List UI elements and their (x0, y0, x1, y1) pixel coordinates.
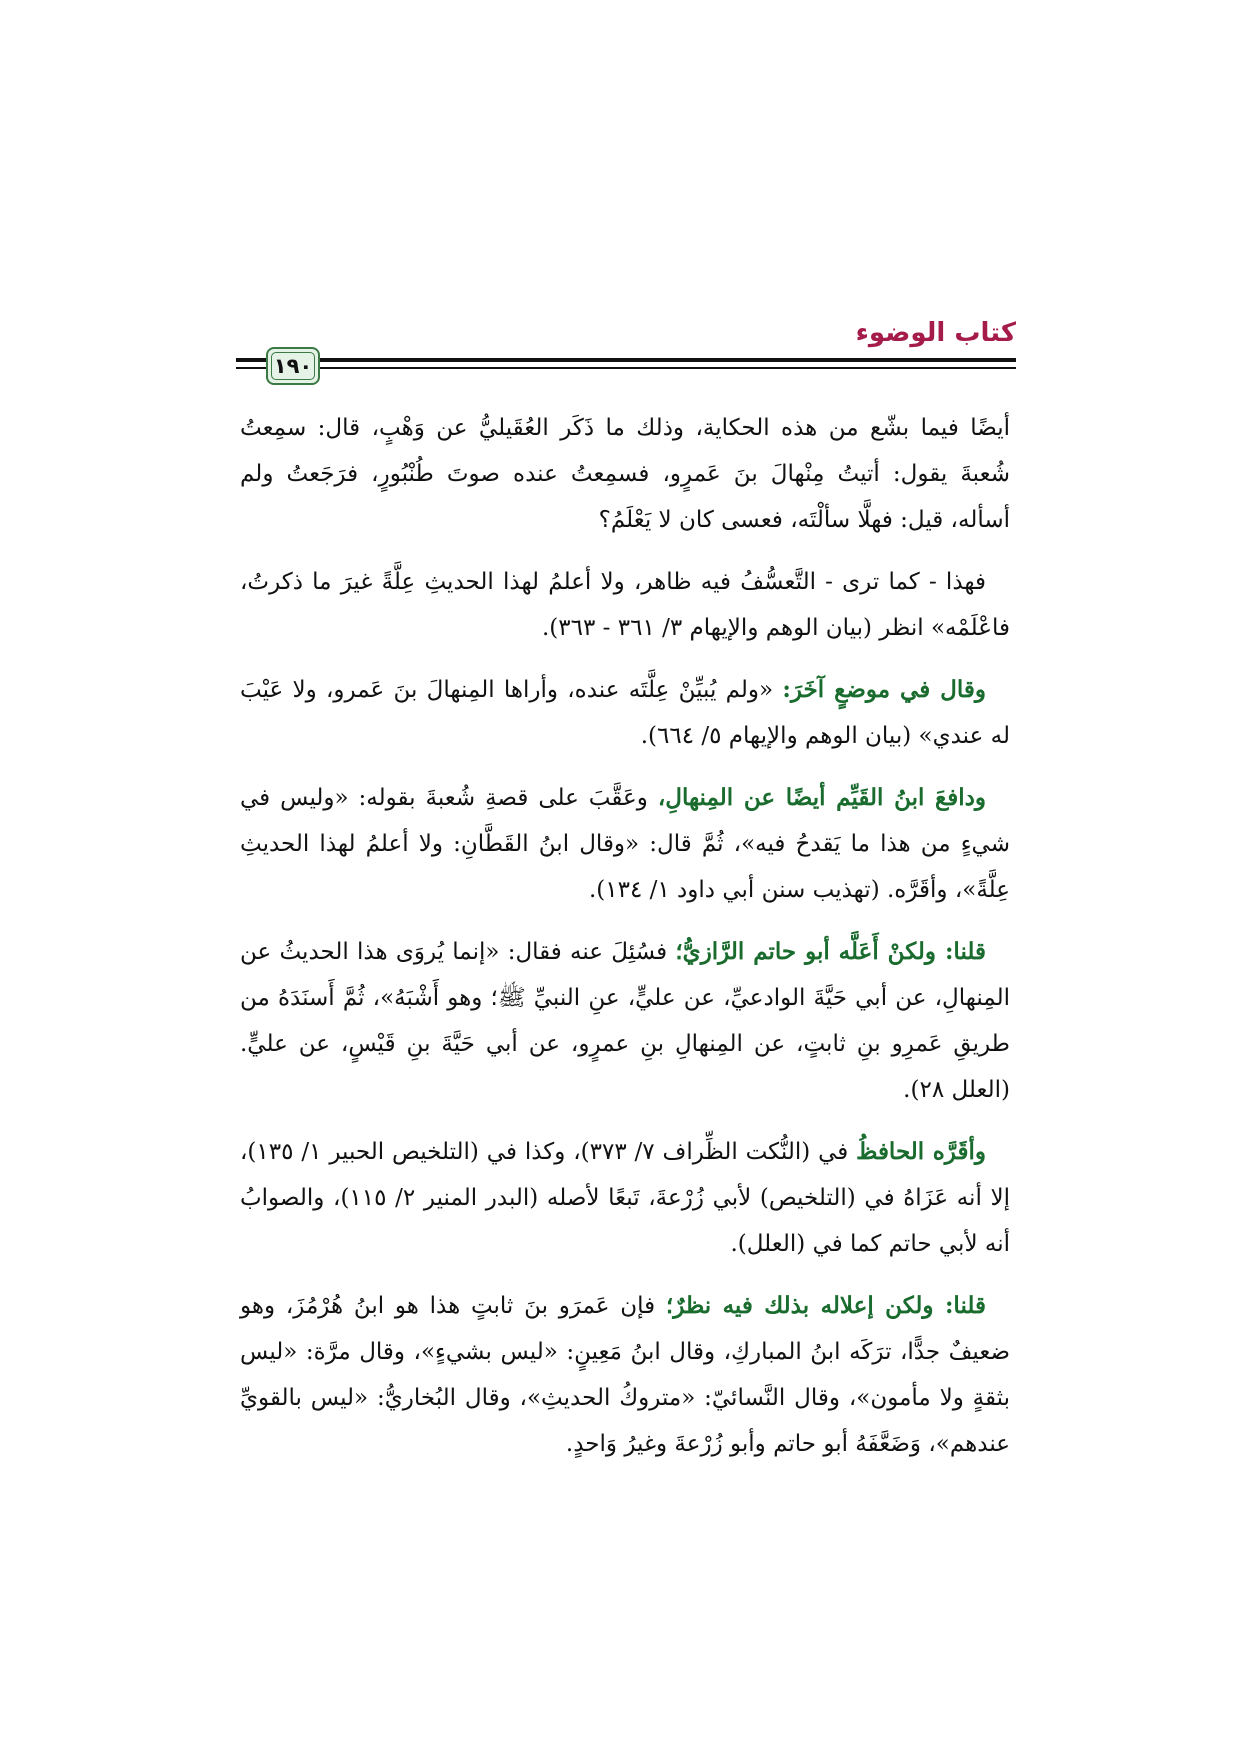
header-rule-thin (236, 367, 1016, 369)
paragraph-1 (240, 405, 1010, 543)
paragraph-2 (240, 559, 1010, 651)
page-number-badge (266, 347, 320, 385)
paragraph-text: أيضًا فيما بشّع من هذه الحكاية، وذلك ما ذَكَر العُقَيليُّ عن وَهْبٍ، قال: سمِعتُ شُعبةَ يقول: أتيتُ مِنْهالَ بنَ عَمرٍو، فسمِعتُ عنده صوتَ طُنْبُورٍ، فرَجَعتُ ولم أسأله، قيل: فهلَّا سألْتَه، فعسى كان لا يَعْلَمُ؟ (240, 415, 1010, 533)
paragraph-4 (240, 775, 1010, 913)
paragraph-lead: ودافعَ ابنُ القَيِّم أيضًا عن المِنهالِ، (657, 784, 987, 811)
paragraph-text: في (النُّكت الظِّراف ٧/ ٣٧٣)، وكذا في (التلخيص الحبير ١/ ١٣٥)، إلا أنه عَزَاهُ في (التلخيص) لأبي زُرْعةَ، تَبعًا لأصله (البدر المنير ٢/ ١١٥)، والصوابُ أنه لأبي حاتم كما في (العلل). (240, 1139, 1010, 1257)
page-body (240, 405, 1010, 1483)
header-rule-thick (236, 358, 1016, 362)
paragraph-3 (240, 667, 1010, 759)
paragraph-text: فسُئِلَ عنه فقال: «إنما يُروَى هذا الحديثُ عن المِنهالِ، عن أبي حَيَّةَ الوادعيِّ، عن عليٍّ، عنِ النبيِّ ﷺ؛ وهو أَشْبَهُ»، ثُمَّ أَسنَدَهُ من طريقِ عَمرِو بنِ ثابتٍ، عن المِنهالِ بنِ عمرٍو، عن أبي حَيَّةَ بنِ قَيْسٍ، عن عليٍّ. (العلل ٢٨). (240, 939, 1010, 1103)
book-title: كتاب الوضوء (855, 318, 1016, 348)
paragraph-text: وعَقَّبَ على قصةِ شُعبةَ بقوله: «وليس في شيءٍ من هذا ما يَقدحُ فيه»، ثُمَّ قال: «وقال ابنُ القَطَّانِ: ولا أعلمُ لهذا الحديثِ عِلَّةً»، وأقَرَّه. (تهذيب سنن أبي داود ١/ ١٣٤). (240, 785, 1010, 903)
paragraph-5 (240, 929, 1010, 1113)
paragraph-text: فإن عَمرَو بنَ ثابتٍ هذا هو ابنُ هُرْمُزَ، وهو ضعيفٌ جدًّا، ترَكَه ابنُ المباركِ، وقال ابنُ مَعِينٍ: «ليس بشيءٍ»، وقال مرَّة: «ليس بثقةٍ ولا مأمون»، وقال النَّسائيّ: «متروكُ الحديثِ»، وقال البُخاريُّ: «ليس بالقويِّ عندهم»، وَضَعَّفَهُ أبو حاتم وأبو زُرْعةَ وغيرُ وَاحدٍ. (240, 1293, 1010, 1457)
page-number: ١٩٠ (273, 354, 313, 378)
paragraph-6 (240, 1129, 1010, 1267)
paragraph-lead: وقال في موضعٍ آخَرَ: (782, 676, 986, 703)
paragraph-text: «ولم يُبيِّنْ عِلَّتَه عنده، وأراها المِنهالَ بنَ عَمرو، ولا عَيْبَ له عندي» (بيان الوهم والإيهام ٥/ ٦٦٤). (240, 677, 1010, 749)
paragraph-lead: وأقَرَّه الحافظُ (856, 1138, 986, 1165)
paragraph-text: فهذا - كما ترى - التَّعسُّفُ فيه ظاهر، ولا أعلمُ لهذا الحديثِ عِلَّةً غيرَ ما ذكرتُ، فاعْلَمْه» انظر (بيان الوهم والإيهام ٣/ ٣٦١ - ٣٦٣). (240, 569, 1010, 641)
page-header (236, 318, 1016, 390)
paragraph-lead: قلنا: ولكنْ أَعَلَّه أبو حاتم الرَّازيُّ؛ (675, 938, 986, 965)
paragraph-7 (240, 1283, 1010, 1467)
paragraph-lead: قلنا: ولكن إعلاله بذلك فيه نظرٌ؛ (665, 1292, 986, 1319)
